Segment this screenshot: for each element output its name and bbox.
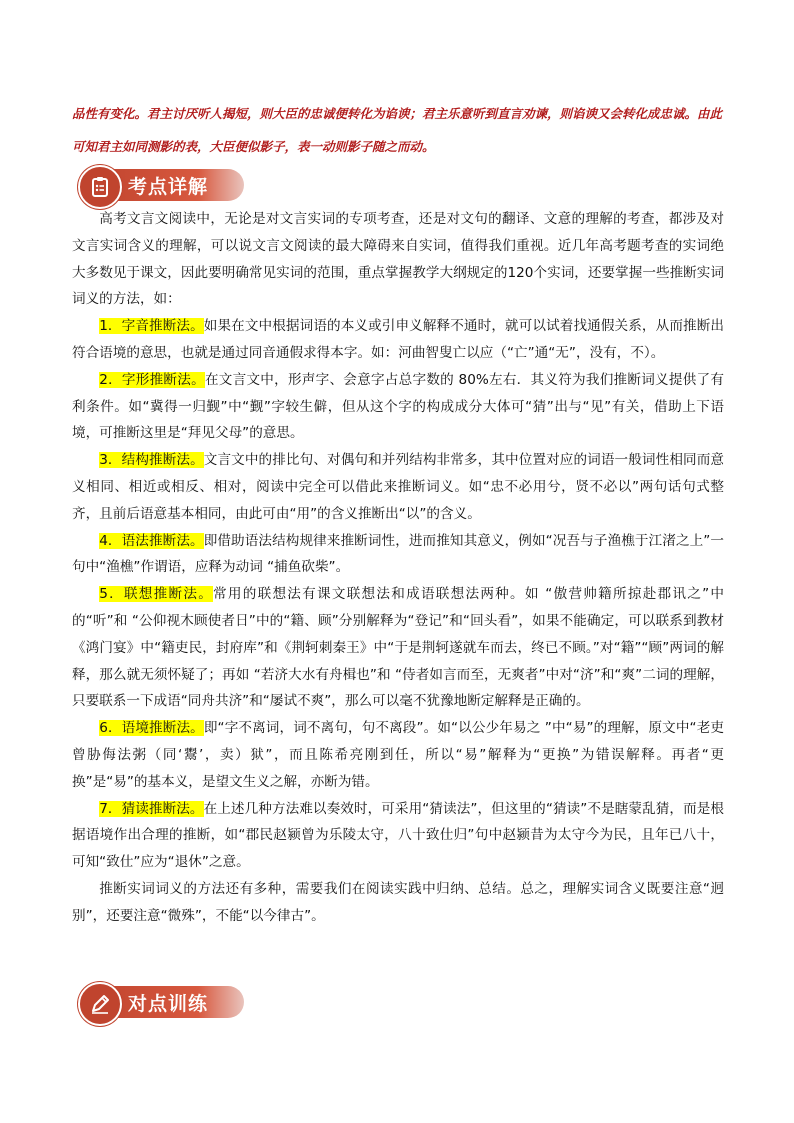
method-label: 4．语法推断法。 bbox=[99, 532, 204, 549]
method-label: 5．联想推断法。 bbox=[99, 586, 214, 603]
method-text: 文言文中的排比句、对偶句和并列结构非常多，其中位置对应的词语一般词性相同而意义相同、相近或相反、相对，阅读中完全可以借此来推断词义。如“忠不必用兮，贤不必以”两句话句式整齐，且前后语意基本相同，由此可由“用”的含义推断出“以”的含义。 bbox=[72, 452, 724, 522]
method-text: 常用的联想法有课文联想法和成语联想法两种。如 “傲营帅籍所掠赴郡讯之”中的“听”和 “公仰视木顾使者日”中的“籍、顾”分别解释为“登记”和“回头看”，如果不能确定，可以联系到教材《鸿门宴》中“籍吏民，封府库”和《荆轲刺秦王》中“于是荆轲遂就车而去，终已不顾。”对“籍”“顾”两词的解释，那么就无须怀疑了；再如 “若济大水有舟楫也”和 “侍者如言而至，无爽者”中对“济”和“爽”二词的理解，只要联系一下成语“同舟共济”和“屡试不爽”，那么可以毫不犹豫地断定解释是正确的。 bbox=[72, 586, 724, 710]
main-content bbox=[72, 206, 724, 930]
method-5 bbox=[72, 581, 724, 715]
method-label: 7．猜读推断法。 bbox=[99, 800, 204, 817]
section-title: 对点训练 bbox=[128, 993, 209, 1015]
conclusion-paragraph: 推断实词词义的方法还有多种，需要我们在阅读实践中归纳、总结。总之，理解实词含义既要注意“迥别”，还要注意“微殊”，不能“以今律古”。 bbox=[72, 880, 724, 924]
method-text: 即“字不离词，词不离句，句不离段”。如“以公少年易之 ”中“易”的理解，原文中“老吏曾胁侮法粥（同‘鬻’，卖）狱”，而且陈希亮刚到任，所以“易”解释为“更换”为错误解释。再者“更换”是“易”的基本义，是望文生义之解，亦断为错。 bbox=[72, 720, 724, 790]
method-6 bbox=[72, 715, 724, 795]
intro-body-paragraph: 高考文言文阅读中，无论是对文言实词的专项考查，还是对文句的翻译、文意的理解的考查，都涉及对文言实词含义的理解，可以说文言文阅读的最大障碍来自实词，值得我们重视。近几年高考题考查的实词绝大多数见于课文，因此要明确常见实词的范围，重点掌握教学大纲规定的120个实词，还要掌握一些推断实词词义的方法，如： bbox=[72, 211, 724, 308]
method-7 bbox=[72, 796, 724, 876]
method-3 bbox=[72, 447, 724, 527]
method-label: 2．字形推断法。 bbox=[99, 371, 205, 388]
method-label: 6．语境推断法。 bbox=[99, 720, 204, 737]
method-text: 如果在文中根据词语的本义或引申义解释不通时，就可以试着找通假关系，从而推断出符合语境的意思，也就是通过同音通假求得本字。如：河曲智叟亡以应（“亡”通“无”，没有，不）。 bbox=[72, 318, 724, 361]
method-2 bbox=[72, 367, 724, 447]
clipboard-list-icon bbox=[78, 165, 122, 209]
method-text: 在文言文中，形声字、会意字占总字数的 80%左右．其义符为我们推断词义提供了有利条件。如“冀得一归觐”中“觐”字较生僻，但从这个字的构成成分大体可“猜”出与“见”有关，借助上下语境，可推断这里是“拜见父母”的意思。 bbox=[72, 371, 724, 442]
method-1 bbox=[72, 313, 724, 367]
intro-paragraph: 品性有变化。君主讨厌听人揭短，则大臣的忠诚便转化为谄谀；君主乐意听到直言劝谏，则谄谀又会转化成忠诚。由此可知君主如同测影的表，大臣便似影子，表一动则影子随之而动。 bbox=[72, 106, 723, 154]
method-text: 在上述几种方法难以奏效时，可采用“猜读法”，但这里的“猜读”不是瞎蒙乱猜，而是根据语境作出合理的推断，如“郡民赵颍曾为乐陵太守，八十致仕归”句中赵颍昔为太守今为民，且年已八十，可知“致仕”应为“退休”之意。 bbox=[72, 800, 725, 871]
method-label: 3．结构推断法。 bbox=[99, 452, 204, 469]
method-label: 1．字音推断法。 bbox=[99, 318, 204, 335]
method-4 bbox=[72, 528, 724, 582]
method-text: 即借助语法结构规律来推断词性，进而推知其意义，例如“况吾与子渔樵于江渚之上”一句中“渔樵”作谓语，应释为动词 “捕鱼砍柴”。 bbox=[72, 532, 724, 576]
section-title: 考点详解 bbox=[128, 176, 209, 198]
pencil-icon bbox=[78, 982, 122, 1026]
